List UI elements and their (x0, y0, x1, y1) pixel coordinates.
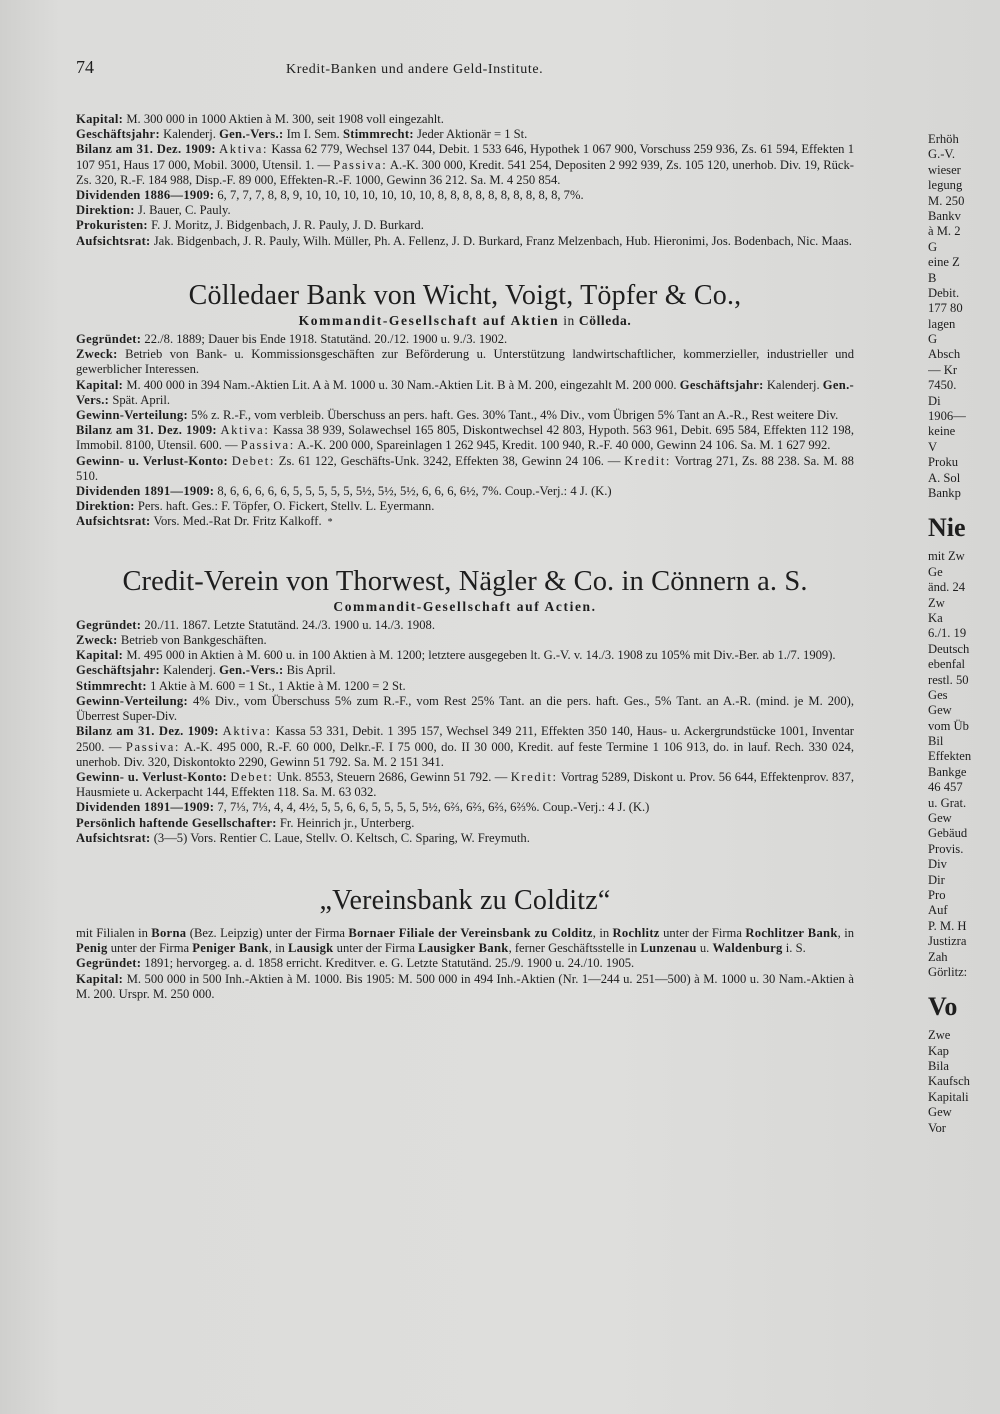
adjacent-page-fragment: eine Z (928, 255, 960, 270)
entry-text: Jeder Aktionär = 1 St. (413, 127, 528, 142)
entry-text: Unk. 8553, Steuern 2686, Gewinn 51 792. — (273, 769, 511, 784)
adjacent-page-fragment: Kapitali (928, 1089, 969, 1104)
entry-text: Betrieb von Bankgeschäften. (117, 633, 267, 648)
entry-text: mit Filialen in (76, 925, 152, 940)
adjacent-page-fragment: keine (928, 424, 956, 439)
entry-key: Rochlitz (612, 925, 660, 940)
entry-text: Bis April. (283, 663, 336, 678)
entry-paragraph (76, 127, 854, 142)
adjacent-page-fragment: Zwe (928, 1028, 951, 1043)
main-column (76, 57, 855, 1002)
entry-text: M. 500 000 in 500 Inh.-Aktien à M. 1000. Bis 1905: M. 500 000 in 494 Inh.-Aktien (Nr. 1—244 u. 251—500) à M. 1000 u. 30 Nam.-Aktien à M. 200. Urspr. M. 250 000. (76, 971, 854, 1001)
entry-text: M. 300 000 in 1000 Aktien à M. 300, seit 1908 voll eingezahlt. (123, 112, 444, 126)
entry-paragraph (76, 926, 854, 956)
adjacent-page-fragment: 177 80 (928, 301, 963, 316)
entry-key: Direktion: (76, 203, 135, 218)
adjacent-page-fragment: à M. 2 (928, 224, 961, 239)
adjacent-page-column (928, 132, 1000, 1136)
entry-key: Bilanz am 31. Dez. 1909: (76, 142, 216, 157)
entry-paragraph (76, 800, 854, 815)
adjacent-page-fragment: Bil (928, 734, 944, 749)
adjacent-page-fragment: Ka (928, 610, 943, 625)
entry-paragraph (76, 648, 854, 663)
adjacent-page-fragment: Ges (928, 687, 948, 702)
subtitle-coennern-legal-form: Commandit-Gesellschaft auf Actien. (333, 598, 597, 614)
entry-key: Borna (151, 925, 187, 940)
adjacent-page-fragment: Bankge (928, 764, 967, 779)
entry-key: Kapital: (76, 648, 124, 663)
entry-text: (3—5) Vors. Rentier C. Laue, Stellv. O. Keltsch, C. Sparing, W. Freymuth. (150, 830, 530, 845)
entry-text: 22./8. 1889; Dauer bis Ende 1918. Statutänd. 20./12. 1900 u. 9./3. 1902. (141, 332, 508, 347)
entry-key: Gegründet: (76, 332, 142, 347)
entry-text: 4% Div., vom Überschuss 5% zum R.-F., vom Rest 25% Tant. an die pers. haft. Ges., 5% Tant. an A.-R. (mind. je M. 200), Überrest Super-Div. (76, 693, 854, 724)
adjacent-page-fragment: Gew (928, 703, 952, 718)
adjacent-page-fragment: 6./1. 19 (928, 626, 967, 641)
entry-key: Stimmrecht: (342, 127, 414, 142)
entry-text: Kalenderj. (159, 663, 220, 678)
adjacent-page-fragment: — Kr (928, 362, 958, 377)
entry-subkey: Kredit: (624, 453, 672, 468)
adjacent-page-fragment: vom Üb (928, 718, 969, 733)
adjacent-page-fragment: Absch (928, 347, 961, 362)
entry-text: A.-K. 495 000, R.-F. 60 000, Delkr.-F. I 75 000, do. II 30 000, Kredit. auf feste Termine 1 106 913, do. in lauf. Rech. 330 024, unerhob. Div. 320, Diskontokto 2290, Gewinn 51 792. Sa. M. 2 151 341. (76, 739, 854, 769)
subtitle-colleda-legal-form: Kommandit-Gesellschaft auf Aktien (298, 312, 560, 328)
entry-text: Betrieb von Bank- u. Kommissionsgeschäften zur Beförderung u. Unterstützung landwirtschaftlicher, kommerzieller, industrieller und gewerblicher Interessen. (76, 347, 854, 377)
subtitle-colleda-in: in (559, 312, 579, 328)
entry-key: Prokuristen: (76, 218, 148, 233)
adjacent-page-fragment: mit Zw (928, 549, 965, 564)
entry-paragraph (76, 956, 854, 971)
adjacent-page-fragment: Div (928, 857, 947, 872)
entry-paragraph (76, 234, 854, 249)
entry-subkey: Passiva: (333, 157, 388, 172)
entry-text: unter der Firma (107, 941, 193, 956)
entry-text: Kalenderj. (159, 127, 220, 142)
entry-text: A.-K. 300 000, Kredit. 541 254, Depositen 2 992 939, Zs. 105 120, unerhob. Div. 19, Rück-Zs. 320, R.-F. 184 988, Disp.-F. 89 000, Effekten-R.-F. 1000, Gewinn 36 212. Sa. M. 4 250 854. (76, 157, 854, 187)
entry-paragraph (76, 408, 854, 423)
entry-text: Kassa 38 939, Solawechsel 165 805, Diskontwechsel 42 803, Hypoth. 563 961, Debit. 695 584, Effekten 112 198, Immobil. 8100, Utensil. 600. — (76, 423, 855, 453)
entry-paragraph (76, 816, 854, 831)
entry-text: u. (696, 941, 713, 956)
entry-text: Vortrag 5289, Diskont u. Prov. 56 644, Effektenprov. 837, Hausmiete u. Ackerpacht 144, Effekten 118. Sa. M. 63 032. (76, 769, 855, 800)
entry-paragraph (76, 770, 854, 800)
adjacent-page-fragment: Auf (928, 903, 948, 918)
page-header (76, 57, 854, 84)
adjacent-page-fragment: Gew (928, 1105, 952, 1120)
entry-key: Stimmrecht: (76, 678, 147, 693)
adjacent-page-fragment: lagen (928, 316, 956, 331)
entry-key: Lausigker Bank (418, 941, 509, 956)
adjacent-page-fragment: Justizra (928, 934, 967, 949)
entry-key: Gen.-Vers.: (219, 663, 284, 678)
entry-paragraph (76, 972, 854, 1002)
entry-subkey: Passiva: (125, 739, 181, 754)
entry-text: 1 Aktie à M. 600 = 1 St., 1 Aktie à M. 1200 = 2 St. (146, 678, 406, 693)
entry-text: F. J. Moritz, J. Bidgenbach, J. R. Pauly, J. D. Burkard. (147, 218, 424, 233)
adjacent-page-fragment: V (928, 439, 938, 454)
entry-key: Kapital: (76, 112, 124, 126)
entry-paragraph (76, 454, 854, 484)
entry-text: Spät. April. (109, 392, 171, 407)
entry-key: Gegründet: (76, 956, 142, 971)
adjacent-page-fragment: restl. 50 (928, 672, 969, 687)
entry-text: Im I. Sem. (283, 127, 343, 142)
entry-subkey: Debet: (230, 769, 274, 784)
adjacent-page-fragment: Bila (928, 1059, 949, 1074)
entry-text: , in (592, 925, 613, 940)
entry-paragraph (76, 112, 854, 127)
adjacent-page-fragment: Kaufsch (928, 1074, 970, 1089)
adjacent-page-fragment: A. Sol (928, 470, 961, 485)
adjacent-page-fragment: Dir (928, 872, 945, 887)
entry-key: Gen.-Vers.: (219, 127, 284, 142)
entry-key: Persönlich haftende Gesellschafter: (76, 815, 277, 830)
adjacent-page-fragment: Effekten (928, 749, 972, 764)
entry-paragraph (76, 378, 854, 408)
entry-key: Penig (76, 941, 108, 956)
adjacent-page-fragment: Pro (928, 887, 946, 902)
entry-key: Lausigk (287, 941, 334, 956)
entry-key: Gewinn- u. Verlust-Konto: (76, 453, 228, 468)
entry-paragraph (76, 514, 854, 530)
entry-key: Bilanz am 31. Dez. 1909: (76, 724, 219, 739)
adjacent-page-fragment: Kap (928, 1043, 949, 1058)
page-number: 74 (76, 57, 94, 77)
title-colleda-bank: Cölledaer Bank von Wicht, Voigt, Töpfer & Co., (188, 279, 742, 311)
entry-key: Gewinn-Verteilung: (76, 408, 188, 423)
entry-paragraph (76, 347, 854, 377)
adjacent-page-title-fragment: Vo (928, 992, 958, 1022)
title-coennern-credit-verein: Credit-Verein von Thorwest, Nägler & Co. in Cönnern a. S. (122, 565, 808, 597)
adjacent-page-fragment: Provis. (928, 841, 964, 856)
entry-text: A.-K. 200 000, Spareinlagen 1 262 945, Kredit. 100 940, R.-F. 40 000, Gewinn 24 106. Sa. M. 1 627 992. (294, 438, 831, 453)
entry-key: Dividenden 1891—1909: (76, 800, 215, 815)
entry-paragraph (76, 203, 854, 218)
section-top-entry (76, 112, 854, 249)
entry-key: Waldenburg (712, 941, 783, 956)
adjacent-page-fragment: Proku (928, 455, 959, 470)
entry-subkey: Aktiva: (219, 142, 269, 157)
adjacent-page-fragment: Di (928, 393, 941, 408)
adjacent-page-fragment: Bankv (928, 208, 961, 223)
entry-key: Gegründet: (76, 617, 142, 632)
entry-key: Kapital: (76, 971, 124, 986)
adjacent-page-fragment: Gebäud (928, 826, 968, 841)
entry-subkey: Debet: (231, 453, 275, 468)
entry-text: 6, 7, 7, 7, 8, 8, 9, 10, 10, 10, 10, 10, 10, 10, 8, 8, 8, 8, 8, 8, 8, 8, 8, 8, 7%. (214, 188, 584, 203)
entry-key: Geschäftsjahr: (679, 377, 764, 392)
entry-paragraph (76, 618, 854, 633)
entry-text: 7, 7⅓, 7⅓, 4, 4, 4½, 5, 5, 6, 6, 5, 5, 5, 5, 5½, 6⅔, 6⅔, 6⅔, 6⅔%. Coup.-Verj.: 4 J. (K.) (214, 800, 650, 815)
entry-text: Kalenderj. (763, 377, 823, 392)
entry-paragraph (76, 332, 854, 347)
entry-key: Gewinn- u. Verlust-Konto: (76, 769, 227, 784)
entry-key: Zweck: (76, 633, 118, 648)
entry-text: 8, 6, 6, 6, 6, 6, 5, 5, 5, 5, 5, 5½, 5½, 5½, 6, 6, 6, 6½, 7%. Coup.-Verj.: 4 J. (K.) (214, 484, 612, 499)
entry-key: Kapital: (76, 377, 124, 392)
entry-key: Rochlitzer Bank (745, 925, 838, 940)
title-vereinsbank-colditz: „Vereinsbank zu Colditz“ (319, 884, 611, 916)
entry-paragraph (76, 694, 854, 724)
running-title: Kredit-Banken und andere Geld-Institute. (286, 62, 544, 77)
adjacent-page-fragment: wieser (928, 162, 961, 177)
entry-subkey: Passiva: (240, 438, 295, 453)
entry-text: , in (268, 941, 288, 956)
entry-paragraph (76, 188, 854, 203)
entry-text: (Bez. Leipzig) unter der Firma (186, 925, 349, 940)
entry-text: Kassa 62 779, Wechsel 137 044, Debit. 1 533 646, Hypothek 1 067 900, Vorschuss 259 936, Zs. 61 594, Effekten 1 107 951, Haus 17 000, Mobil. 3000, Utensil. 1. — (76, 142, 855, 172)
adjacent-page-fragment: Deutsch (928, 641, 970, 656)
adjacent-page-fragment: änd. 24 (928, 580, 966, 595)
adjacent-page-fragment: Zw (928, 595, 945, 610)
entry-key: Peniger Bank (192, 941, 269, 956)
entry-key: Bornaer Filiale der Vereinsbank zu Colditz (348, 925, 593, 940)
adjacent-page-fragment: legung (928, 178, 963, 193)
adjacent-page-fragment: M. 250 (928, 193, 965, 208)
adjacent-page-fragment: 46 457 (928, 780, 963, 795)
subtitle-colleda-bank (76, 313, 854, 328)
entry-text: i. S. (782, 941, 806, 956)
entry-text: 1891; hervorgeg. a. d. 1858 erricht. Kreditver. e. G. Letzte Statutänd. 25./9. 1900 u. 24./10. 1905. (141, 956, 635, 971)
entry-text: , in (837, 925, 855, 940)
entry-paragraph (76, 663, 854, 678)
entry-key: Direktion: (76, 499, 135, 514)
entry-key: Gen.-Vers.: (76, 377, 855, 407)
entry-text: , ferner Geschäftsstelle in (508, 941, 641, 956)
entry-paragraph (76, 831, 854, 846)
adjacent-page-fragment: G.-V. (928, 147, 956, 162)
entry-key: Geschäftsjahr: (76, 127, 160, 142)
adjacent-page-fragment: Bankp (928, 485, 961, 500)
adjacent-page-fragment: Vor (928, 1120, 946, 1135)
adjacent-page-fragment: G (928, 239, 938, 254)
adjacent-page-fragment: G (928, 332, 938, 347)
entry-key: Gewinn-Verteilung: (76, 693, 188, 708)
adjacent-page-fragment: 7450. (928, 378, 957, 393)
entry-key: Bilanz am 31. Dez. 1909: (76, 423, 217, 438)
entry-text: Zs. 61 122, Geschäfts-Unk. 3242, Effekten 38, Gewinn 24 106. — (274, 453, 625, 468)
entry-key: Dividenden 1891—1909: (76, 484, 215, 499)
entry-text: Kassa 53 331, Debit. 1 395 157, Wechsel 349 211, Effekten 350 140, Haus- u. Ackergrundstücke 1001, Inventar 2500. — (76, 724, 854, 754)
entry-paragraph (76, 142, 854, 188)
adjacent-page-title-fragment: Nie (928, 513, 966, 543)
entry-text: 20./11. 1867. Letzte Statutänd. 24./3. 1900 u. 14./3. 1908. (141, 617, 435, 632)
entry-text: J. Bauer, C. Pauly. (134, 203, 231, 218)
adjacent-page-fragment: u. Grat. (928, 795, 967, 810)
adjacent-page-fragment: Görlitz: (928, 964, 968, 979)
entry-paragraph (76, 218, 854, 233)
adjacent-page-fragment: Debit. (928, 285, 960, 300)
entry-paragraph (76, 633, 854, 648)
adjacent-page-fragment: ebenfal (928, 657, 966, 672)
entry-key: Lunzenau (640, 941, 697, 956)
section-colditz-entry (76, 926, 854, 1002)
entry-key: Aufsichtsrat: (76, 830, 151, 845)
entry-text: Jak. Bidgenbach, J. R. Pauly, Wilh. Müller, Ph. A. Fellenz, J. D. Burkard, Franz Melzenbach, Hub. Hieronimi, Jos. Bodenbach, Nic. Maas. (150, 233, 852, 248)
entry-paragraph (76, 724, 854, 770)
entry-key: Dividenden 1886—1909: (76, 188, 215, 203)
section-coennern-entry (76, 618, 854, 846)
entry-key: Aufsichtsrat: (76, 514, 151, 529)
entry-text: Vortrag 271, Zs. 88 238. Sa. M. 88 510. (76, 453, 854, 483)
adjacent-page-fragment: 1906— (928, 409, 966, 424)
entry-subkey: Aktiva: (222, 724, 272, 739)
entry-text: M. 495 000 in Aktien à M. 600 u. in 100 Aktien à M. 1200; letztere ausgegeben lt. G.-V. v. 14./3. 1908 zu 105% mit Div.-Ber. ab 1./7. 1909). (123, 648, 836, 663)
entry-subkey: Aktiva: (220, 423, 270, 438)
adjacent-page-fragment: Gew (928, 811, 952, 826)
entry-text: M. 400 000 in 394 Nam.-Aktien Lit. A à M. 1000 u. 30 Nam.-Aktien Lit. B à M. 200, eingezahlt M. 200 000. (123, 377, 680, 392)
entry-text: Vors. Med.-Rat Dr. Fritz Kalkoff. (150, 514, 322, 529)
entry-text: 5% z. R.-F., vom verbleib. Überschuss an pers. haft. Ges. 30% Tant., 4% Div., vom Übrigen 5% Tant an A.-R., Rest weitere Div. (187, 408, 839, 423)
entry-subkey: Kredit: (510, 769, 558, 784)
adjacent-page-fragment: Ge (928, 564, 943, 579)
entry-key: Zweck: (76, 347, 118, 362)
entry-text: Fr. Heinrich jr., Unterberg. (276, 815, 415, 830)
section-colleda-entry (76, 332, 854, 531)
entry-key: Aufsichtsrat: (76, 233, 151, 248)
adjacent-page-fragment: B (928, 270, 937, 285)
entry-paragraph (76, 679, 854, 694)
entry-paragraph (76, 423, 854, 453)
entry-key: Geschäftsjahr: (76, 663, 160, 678)
entry-text: unter der Firma (333, 941, 419, 956)
adjacent-page-fragment: P. M. H (928, 918, 967, 933)
subtitle-colleda-place: Cölleda. (578, 312, 632, 328)
end-marker: * (327, 517, 333, 529)
entry-paragraph (76, 499, 854, 514)
entry-text: unter der Firma (659, 925, 746, 940)
entry-paragraph (76, 484, 854, 499)
adjacent-page-fragment: Zah (928, 949, 948, 964)
adjacent-page-fragment: Erhöh (928, 132, 959, 146)
entry-text: Pers. haft. Ges.: F. Töpfer, O. Fickert, Stellv. L. Eyermann. (134, 499, 435, 514)
